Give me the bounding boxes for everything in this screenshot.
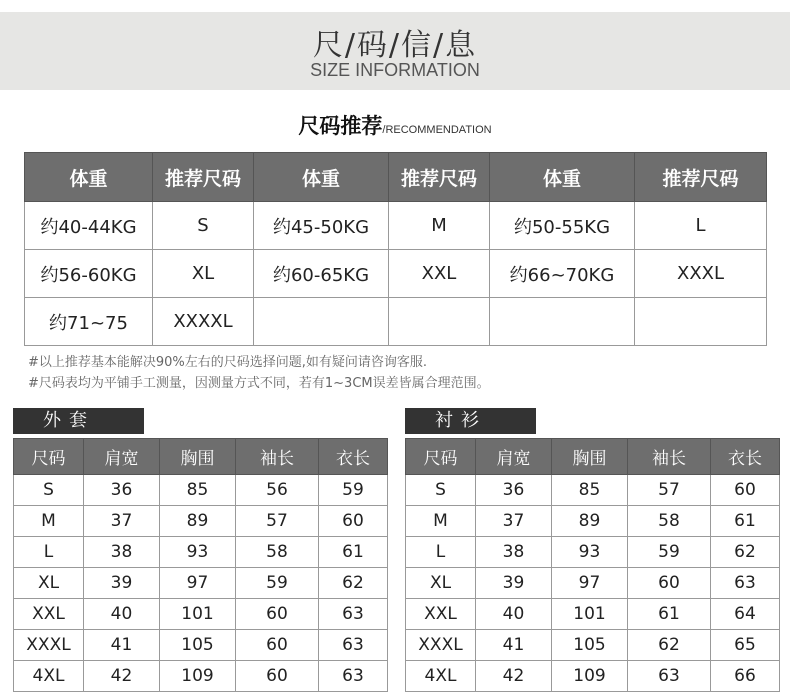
header-cell: 尺码 (406, 439, 476, 475)
recommendation-subtitle: /RECOMMENDATION (382, 124, 492, 136)
table-cell: 63 (319, 630, 388, 661)
table-cell: 93 (160, 537, 236, 568)
table-cell: 61 (628, 599, 711, 630)
table-cell: 36 (84, 475, 160, 506)
table-cell (389, 298, 490, 346)
table-cell: 61 (711, 506, 780, 537)
table-row (25, 298, 767, 346)
table-row (14, 506, 388, 537)
table-cell: 60 (711, 475, 780, 506)
header-cell: 胸围 (160, 439, 236, 475)
table-cell: 约66~70KG (490, 250, 635, 298)
table-cell: 37 (84, 506, 160, 537)
table-cell: 97 (552, 568, 628, 599)
table-cell: 63 (319, 661, 388, 692)
table-cell: 60 (319, 506, 388, 537)
header-cell: 推荐尺码 (389, 153, 490, 202)
table-cell: 4XL (14, 661, 84, 692)
table-cell: XXL (406, 599, 476, 630)
header-cell: 推荐尺码 (153, 153, 254, 202)
table-cell: 62 (628, 630, 711, 661)
table-cell: 约50-55KG (490, 202, 635, 250)
header-cell: 袖长 (236, 439, 319, 475)
table-cell: XXXL (406, 630, 476, 661)
table-cell: XXL (389, 250, 490, 298)
header-cell: 衣长 (319, 439, 388, 475)
table-row (406, 506, 780, 537)
table-cell: 63 (628, 661, 711, 692)
table-cell: 37 (476, 506, 552, 537)
table-row (25, 202, 767, 250)
table-cell: XL (14, 568, 84, 599)
page-subtitle: SIZE INFORMATION (310, 60, 480, 80)
table-cell: 41 (84, 630, 160, 661)
coat-label: 外套 (13, 408, 144, 434)
table-cell: 93 (552, 537, 628, 568)
table-cell: 89 (552, 506, 628, 537)
table-cell: 36 (476, 475, 552, 506)
table-cell: 57 (236, 506, 319, 537)
table-cell: XXL (14, 599, 84, 630)
header-cell: 肩宽 (84, 439, 160, 475)
table-cell: 97 (160, 568, 236, 599)
table-cell: 62 (711, 537, 780, 568)
table-cell: 约60-65KG (254, 250, 389, 298)
table-row (14, 568, 388, 599)
table-cell: L (14, 537, 84, 568)
table-cell: 约40-44KG (25, 202, 153, 250)
table-cell: M (389, 202, 490, 250)
note-line: #尺码表均为平铺手工测量，因测量方式不同，若有1~3CM误差皆属合理范围。 (28, 376, 490, 391)
table-cell: 40 (476, 599, 552, 630)
table-cell (254, 298, 389, 346)
table-row (406, 475, 780, 506)
table-row (14, 537, 388, 568)
header-cell: 尺码 (14, 439, 84, 475)
recommendation-title: 尺码推荐 (298, 114, 383, 138)
table-cell: 59 (319, 475, 388, 506)
table-cell: S (406, 475, 476, 506)
shirt-label: 衬衫 (405, 408, 536, 434)
table-cell: 42 (84, 661, 160, 692)
table-cell: L (635, 202, 767, 250)
note-line: #以上推荐基本能解决90%左右的尺码选择问题,如有疑问请咨询客服. (28, 355, 428, 370)
table-cell: M (14, 506, 84, 537)
header-cell: 袖长 (628, 439, 711, 475)
table-row (406, 568, 780, 599)
table-cell: 59 (236, 568, 319, 599)
table-cell: 61 (319, 537, 388, 568)
header-cell: 胸围 (552, 439, 628, 475)
table-cell: 89 (160, 506, 236, 537)
table-cell: 101 (552, 599, 628, 630)
header-cell: 体重 (490, 153, 635, 202)
table-cell: 64 (711, 599, 780, 630)
table-cell: 39 (84, 568, 160, 599)
table-cell: 101 (160, 599, 236, 630)
shirt-size-table (405, 438, 780, 692)
table-cell: 58 (628, 506, 711, 537)
table-cell: 60 (628, 568, 711, 599)
table-row (14, 661, 388, 692)
table-cell: 85 (552, 475, 628, 506)
table-cell (635, 298, 767, 346)
table-cell: 59 (628, 537, 711, 568)
header-cell: 衣长 (711, 439, 780, 475)
table-header-row (14, 439, 388, 475)
table-cell: 4XL (406, 661, 476, 692)
table-cell: 42 (476, 661, 552, 692)
notes (28, 352, 490, 394)
header-cell: 体重 (254, 153, 389, 202)
recommendation-table (24, 152, 767, 346)
table-cell: 39 (476, 568, 552, 599)
table-row (406, 537, 780, 568)
table-cell: L (406, 537, 476, 568)
table-cell: M (406, 506, 476, 537)
table-cell: 63 (711, 568, 780, 599)
table-cell: 38 (84, 537, 160, 568)
table-row (406, 630, 780, 661)
table-cell: 105 (552, 630, 628, 661)
table-cell: 38 (476, 537, 552, 568)
table-cell (490, 298, 635, 346)
table-cell: 60 (236, 630, 319, 661)
table-cell: 62 (319, 568, 388, 599)
header-banner (0, 12, 790, 90)
table-cell: 56 (236, 475, 319, 506)
table-cell: 109 (552, 661, 628, 692)
table-cell: S (153, 202, 254, 250)
table-cell: XXXL (14, 630, 84, 661)
table-cell: 66 (711, 661, 780, 692)
table-header-row (406, 439, 780, 475)
header-cell: 推荐尺码 (635, 153, 767, 202)
table-cell: 41 (476, 630, 552, 661)
table-row (25, 250, 767, 298)
table-cell: 85 (160, 475, 236, 506)
table-row (14, 630, 388, 661)
table-cell: 63 (319, 599, 388, 630)
table-cell: 58 (236, 537, 319, 568)
page-title: 尺/码/信/息 (312, 28, 478, 63)
coat-size-table (13, 438, 388, 692)
table-cell: XXXXL (153, 298, 254, 346)
table-cell: XXXL (635, 250, 767, 298)
table-cell: 105 (160, 630, 236, 661)
table-cell: S (14, 475, 84, 506)
table-cell: 60 (236, 599, 319, 630)
table-row (406, 661, 780, 692)
table-row (406, 599, 780, 630)
header-cell: 体重 (25, 153, 153, 202)
header-cell: 肩宽 (476, 439, 552, 475)
table-cell: 65 (711, 630, 780, 661)
table-cell: 约45-50KG (254, 202, 389, 250)
table-cell: XL (406, 568, 476, 599)
recommendation-heading (0, 110, 790, 140)
table-row (14, 475, 388, 506)
table-header-row (25, 153, 767, 202)
table-cell: 约56-60KG (25, 250, 153, 298)
table-cell: 60 (236, 661, 319, 692)
table-cell: 57 (628, 475, 711, 506)
table-cell: XL (153, 250, 254, 298)
table-cell: 约71~75 (25, 298, 153, 346)
table-cell: 109 (160, 661, 236, 692)
table-cell: 40 (84, 599, 160, 630)
table-row (14, 599, 388, 630)
